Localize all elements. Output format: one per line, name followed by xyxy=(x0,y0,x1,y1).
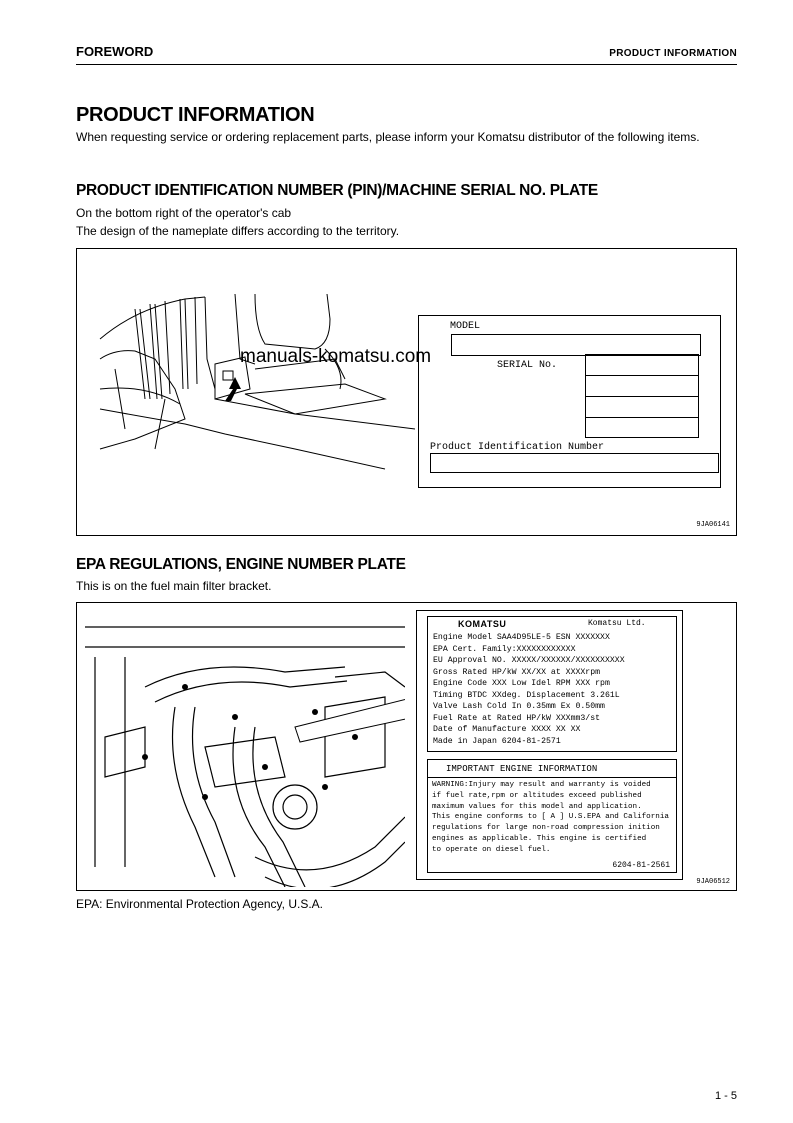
plate-serial-field xyxy=(585,354,699,438)
spec-line: Made in Japan 6204-81-2571 xyxy=(433,736,561,746)
epa-footnote: EPA: Environmental Protection Agency, U.S.A. xyxy=(76,897,324,911)
spec-line: Fuel Rate at Rated HP/kW XXXmm3/st xyxy=(433,713,601,723)
important-part-number: 6204-81-2561 xyxy=(612,861,670,870)
spec-line: EU Approval NO. XXXXX/XXXXXX/XXXXXXXXXX xyxy=(433,656,625,665)
plate-company: Komatsu Ltd. xyxy=(588,619,646,628)
figure-serial-plate xyxy=(76,248,737,536)
intro-paragraph: When requesting service or ordering replacement parts, please inform your Komatsu distributor of the following items. xyxy=(76,130,700,144)
section2-heading: EPA REGULATIONS, ENGINE NUMBER PLATE xyxy=(76,556,406,573)
page-title: PRODUCT INFORMATION xyxy=(76,104,315,126)
plate-pin-field xyxy=(430,453,719,473)
figure2-id: 9JA06512 xyxy=(696,878,730,886)
important-info-panel xyxy=(427,759,677,873)
plate-model-label: MODEL xyxy=(450,321,481,332)
warning-line: engines as applicable. This engine is certified xyxy=(432,834,647,843)
engine-nameplate xyxy=(416,610,683,880)
spec-line: Engine Model SAA4D95LE-5 ESN XXXXXXX xyxy=(433,633,610,642)
spec-line: Valve Lash Cold In 0.35mm Ex 0.50mm xyxy=(433,702,605,711)
cab-illustration xyxy=(95,289,425,489)
figure1-id: 9JA06141 xyxy=(696,521,730,529)
header-section-title: FOREWORD xyxy=(76,44,154,59)
engine-illustration xyxy=(85,617,405,887)
section1-location: On the bottom right of the operator's cab xyxy=(76,206,292,220)
komatsu-logo: KOMATSU xyxy=(458,619,507,629)
serial-nameplate xyxy=(418,315,721,488)
warning-line: maximum values for this model and application. xyxy=(432,802,642,811)
warning-line: if fuel rate,rpm or altitudes exceed published xyxy=(432,791,642,800)
warning-line: to operate on diesel fuel. xyxy=(432,845,551,854)
warning-line: WARNING:Injury may result and warranty is voided xyxy=(432,781,651,789)
spec-line: Engine Code XXX Low Idel RPM XXX rpm xyxy=(433,679,610,688)
section1-heading: PRODUCT IDENTIFICATION NUMBER (PIN)/MACHINE SERIAL NO. PLATE xyxy=(76,182,598,199)
engine-spec-lines xyxy=(433,632,625,747)
spec-line: Date of Manufacture XXXX XX XX xyxy=(433,725,581,734)
spec-line: Timing BTDC XXdeg. Displacement 3.261L xyxy=(433,690,620,700)
plate-pin-label: Product Identification Number xyxy=(430,442,605,453)
section1-note: The design of the nameplate differs according to the territory. xyxy=(76,224,400,238)
page-number: 1 - 5 xyxy=(714,1090,737,1102)
plate-model-field xyxy=(451,334,701,356)
engine-info-panel xyxy=(427,616,677,752)
spec-line: Gross Rated HP/kW XX/XX at XXXXrpm xyxy=(433,667,601,677)
figure-engine-plate xyxy=(76,602,737,891)
header-chapter-title: PRODUCT INFORMATION xyxy=(609,48,737,59)
section2-location: This is on the fuel main filter bracket. xyxy=(76,579,272,593)
warning-lines xyxy=(432,780,669,856)
warning-line: regulations for large non-road compression inition xyxy=(432,824,660,833)
plate-serial-label: SERIAL No. xyxy=(497,360,558,371)
header-rule xyxy=(76,64,737,65)
watermark: manuals-komatsu.com xyxy=(240,346,432,367)
warning-line: This engine conforms to [ A ] U.S.EPA and California xyxy=(432,813,669,822)
important-heading: IMPORTANT ENGINE INFORMATION xyxy=(446,764,598,774)
spec-line: EPA Cert. Family:XXXXXXXXXXXX xyxy=(433,644,576,654)
